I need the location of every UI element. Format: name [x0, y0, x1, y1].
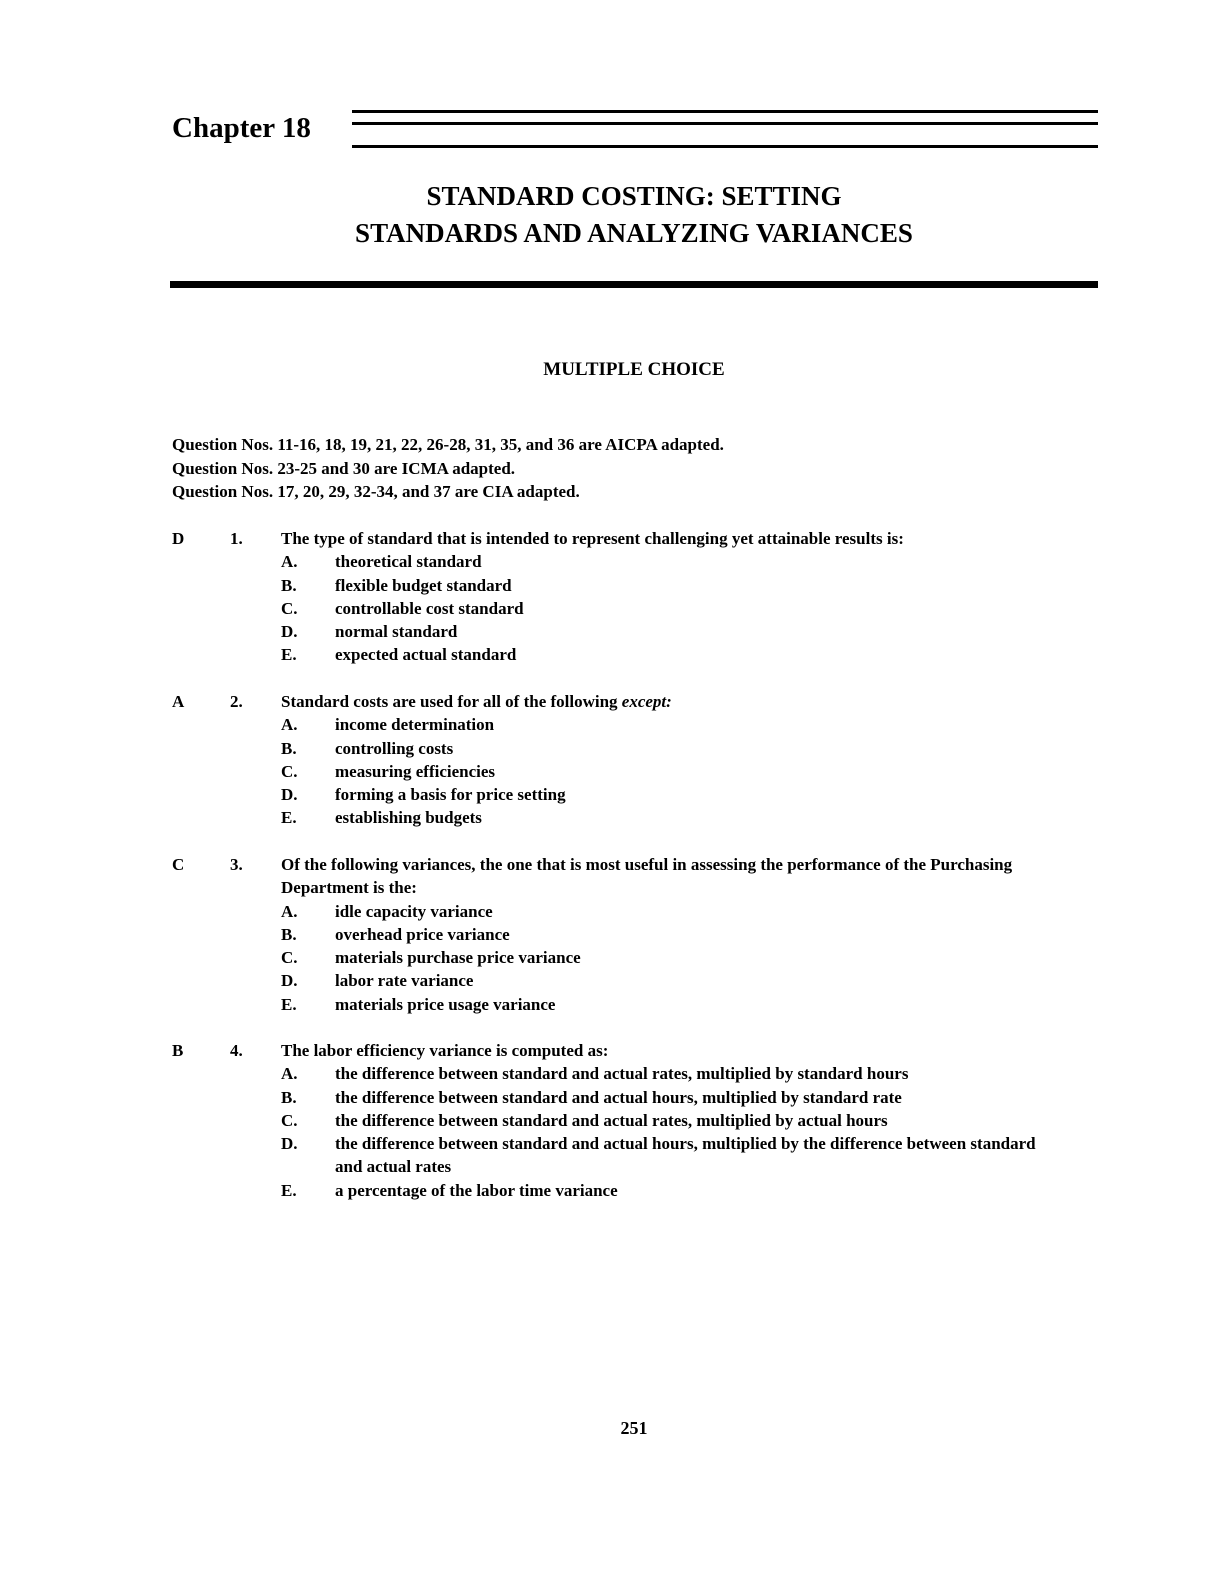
option: [281, 737, 1081, 760]
option: [281, 597, 1081, 620]
header-rule-bottom: [352, 145, 1098, 148]
option: [281, 969, 1081, 992]
section-heading: MULTIPLE CHOICE: [543, 359, 725, 380]
option: [281, 806, 1081, 829]
option-letter: D.: [281, 785, 298, 805]
option-text: establishing budgets: [335, 808, 482, 828]
option-letter: B.: [281, 575, 297, 595]
option-letter: E.: [281, 1180, 297, 1200]
source-notes: [172, 433, 724, 504]
option: [281, 993, 1081, 1016]
option: [281, 1062, 1081, 1085]
option: [281, 713, 1081, 736]
option-text: the difference between standard and actual rates, multiplied by standard hours: [335, 1064, 909, 1084]
option-letter: D.: [281, 1134, 298, 1154]
option-letter: C.: [281, 761, 298, 781]
question-number: 4.: [230, 1041, 243, 1060]
option-text: the difference between standard and actual hours, multiplied by the difference between standard and actual rates: [335, 1134, 1036, 1177]
option-letter: E.: [281, 808, 297, 828]
option: [281, 574, 1081, 597]
option-letter: E.: [281, 645, 297, 665]
answer-options: [281, 550, 1081, 666]
answer-options: [281, 900, 1081, 1016]
option-text: theoretical standard: [335, 552, 482, 572]
option-letter: D.: [281, 622, 298, 642]
option-letter: A.: [281, 715, 298, 735]
option-letter: D.: [281, 971, 298, 991]
answer-key: D: [172, 529, 185, 548]
option: [281, 1086, 1081, 1109]
option: [281, 1132, 1065, 1179]
option: [281, 923, 1081, 946]
chapter-title-line1: STANDARD COSTING: SETTING: [426, 181, 842, 211]
source-note: Question Nos. 23-25 and 30 are ICMA adapted.: [172, 458, 516, 478]
option-letter: A.: [281, 901, 298, 921]
question-stem: [281, 690, 1071, 713]
answer-options: [281, 1062, 1081, 1202]
answer-key: A: [172, 692, 185, 711]
option-text: controlling costs: [335, 738, 454, 758]
option-letter: C.: [281, 598, 298, 618]
option: [281, 643, 1081, 666]
option-text: expected actual standard: [335, 645, 517, 665]
option: [281, 1179, 1081, 1202]
title-divider-rule: [170, 281, 1098, 288]
question-stem: The type of standard that is intended to represent challenging yet attainable results is:: [281, 529, 904, 548]
option-text: normal standard: [335, 622, 458, 642]
option-text: flexible budget standard: [335, 575, 512, 595]
chapter-label: Chapter 18: [172, 112, 311, 144]
option: [281, 620, 1081, 643]
chapter-title: [170, 178, 1098, 252]
option-text: overhead price variance: [335, 924, 510, 944]
option-text: labor rate variance: [335, 971, 474, 991]
option-letter: B.: [281, 1087, 297, 1107]
option-letter: E.: [281, 994, 297, 1014]
option: [281, 783, 1081, 806]
option-text: the difference between standard and actual hours, multiplied by standard rate: [335, 1087, 902, 1107]
option: [281, 900, 1081, 923]
option-letter: B.: [281, 924, 297, 944]
option-letter: A.: [281, 1064, 298, 1084]
option-letter: A.: [281, 552, 298, 572]
answer-options: [281, 713, 1081, 829]
question-stem: Of the following variances, the one that is most useful in assessing the performance of the Purchasing Department is the:: [281, 855, 1013, 898]
option-text: a percentage of the labor time variance: [335, 1180, 618, 1200]
answer-key: B: [172, 1041, 184, 1060]
option-letter: B.: [281, 738, 297, 758]
option-text: materials purchase price variance: [335, 948, 581, 968]
source-note: Question Nos. 17, 20, 29, 32-34, and 37 are CIA adapted.: [172, 482, 580, 501]
question-number: 3.: [230, 855, 243, 874]
option-text: income determination: [335, 715, 495, 735]
option-letter: C.: [281, 948, 298, 968]
option-text: controllable cost standard: [335, 598, 524, 618]
option: [281, 1109, 1081, 1132]
option: [281, 760, 1081, 783]
source-note: Question Nos. 11-16, 18, 19, 21, 22, 26-28, 31, 35, and 36 are AICPA adapted.: [172, 435, 724, 454]
question-stem-text: Standard costs are used for all of the following: [281, 692, 618, 711]
option-text: forming a basis for price setting: [335, 785, 566, 805]
option-text: materials price usage variance: [335, 994, 556, 1014]
option-text: idle capacity variance: [335, 901, 493, 921]
answer-key: C: [172, 855, 185, 874]
page-number: 251: [620, 1418, 648, 1438]
question-stem-emphasis: except:: [621, 692, 672, 711]
header-rule-top: [352, 110, 1098, 113]
question-stem: The labor efficiency variance is computed as:: [281, 1041, 609, 1060]
header-rule-middle: [352, 122, 1098, 125]
chapter-title-line2: STANDARDS AND ANALYZING VARIANCES: [355, 218, 913, 248]
option: [281, 946, 1081, 969]
option-text: the difference between standard and actual rates, multiplied by actual hours: [335, 1110, 888, 1130]
option-text: measuring efficiencies: [335, 761, 496, 781]
question-number: 1.: [230, 529, 243, 548]
option-letter: C.: [281, 1110, 298, 1130]
option: [281, 550, 1081, 573]
question-number: 2.: [230, 692, 243, 711]
